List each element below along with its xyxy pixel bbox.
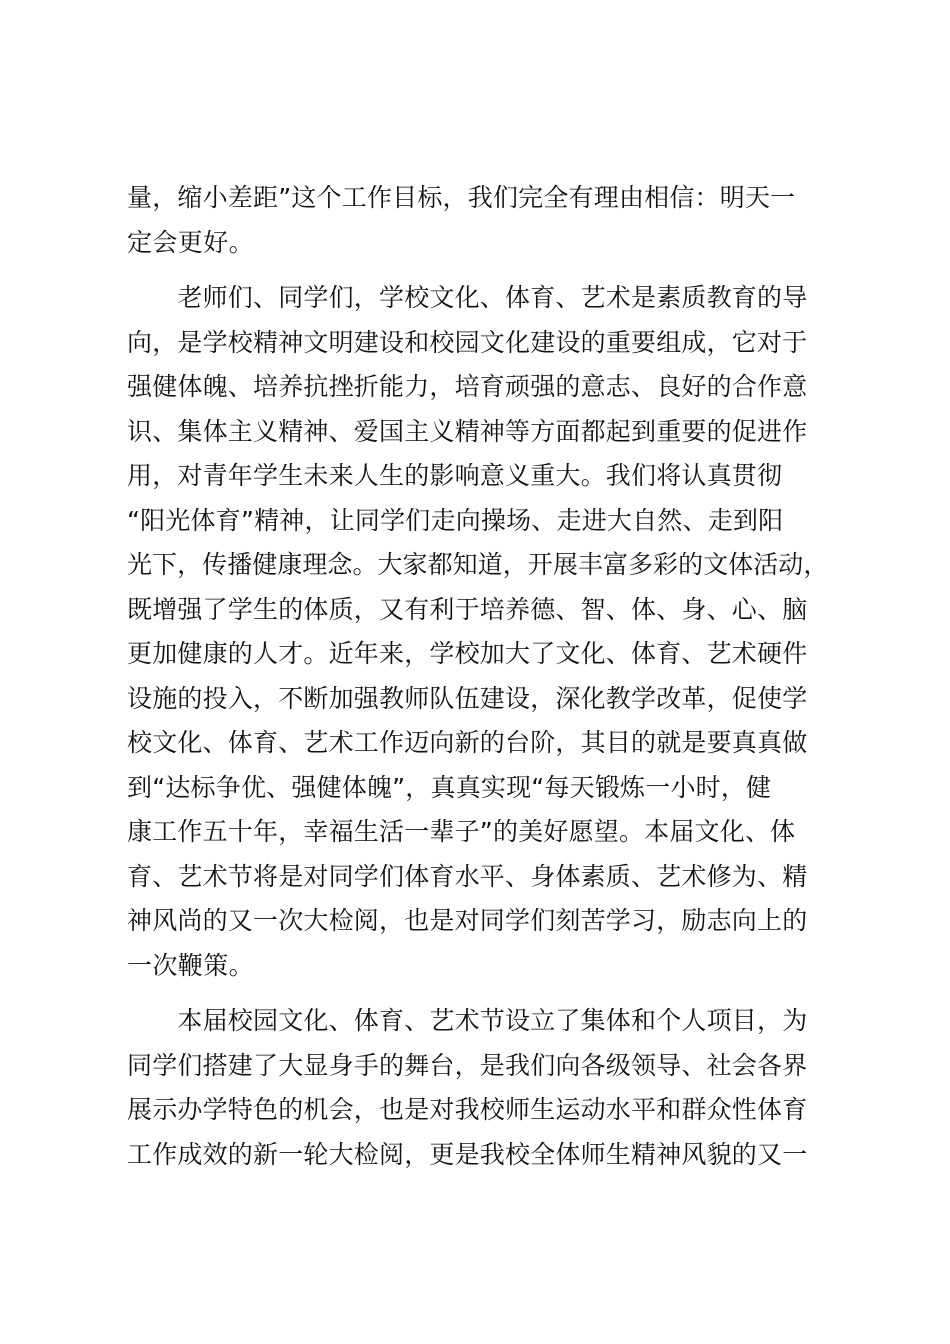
text-line: 展示办学特色的机会，也是对我校师生运动水平和群众性体育 [127,1095,808,1124]
text-line: 本届校园文化、体育、艺术节设立了集体和个人项目，为 [127,1006,808,1035]
text-line: 用，对青年学生未来人生的影响意义重大。我们将认真贯彻 [127,461,783,490]
text-line: 同学们搭建了大显身手的舞台，是我们向各级领导、社会各界 [127,1050,808,1080]
paragraph-2 [127,276,837,988]
text-line: 既增强了学生的体质，又有利于培养德、智、体、身、心、脑 [127,594,808,624]
text-line: “阳光体育”精神，让同学们走向操场、走进大自然、走到阳 [127,505,784,535]
text-line: 光下，传播健康理念。大家都知道，开展丰富多彩的文体活动， [127,550,829,579]
text-line: 育、艺术节将是对同学们体育水平、身体素质、艺术修为、精 [127,861,808,891]
text-line: 到“达标争优、强健体魄”，真真实现“每天锻炼一小时，健 [127,772,772,802]
paragraph-3 [127,999,837,1177]
text-line: 康工作五十年，幸福生活一辈子”的美好愿望。本届文化、体 [127,817,796,846]
text-line: 一次鞭策。 [127,950,255,980]
text-line: 工作成效的新一轮大检阅，更是我校全体师生精神风貌的又一 [127,1139,808,1169]
text-line: 更加健康的人才。近年来，学校加大了文化、体育、艺术硬件 [127,639,808,668]
text-line: 老师们、同学们，学校文化、体育、艺术是素质教育的导 [127,283,808,312]
text-line: 识、集体主义精神、爱国主义精神等方面都起到重要的促进作 [127,416,808,446]
text-line: 设施的投入，不断加强教师队伍建设，深化教学改革，促使学 [127,683,808,713]
text-line: 神风尚的又一次大检阅，也是对同学们刻苦学习，励志向上的 [127,906,808,935]
text-line: 向，是学校精神文明建设和校园文化建设的重要组成，它对于 [127,327,808,357]
text-line: 量，缩小差距”这个工作目标，我们完全有理由相信：明天一 [127,183,796,212]
text-line: 定会更好。 [127,227,255,257]
text-line: 强健体魄、培养抗挫折能力，培育顽强的意志、良好的合作意 [127,372,808,401]
body-text [127,176,837,1177]
paragraph-1 [127,176,837,265]
text-line: 校文化、体育、艺术工作迈向新的台阶，其目的就是要真真做 [127,728,808,757]
